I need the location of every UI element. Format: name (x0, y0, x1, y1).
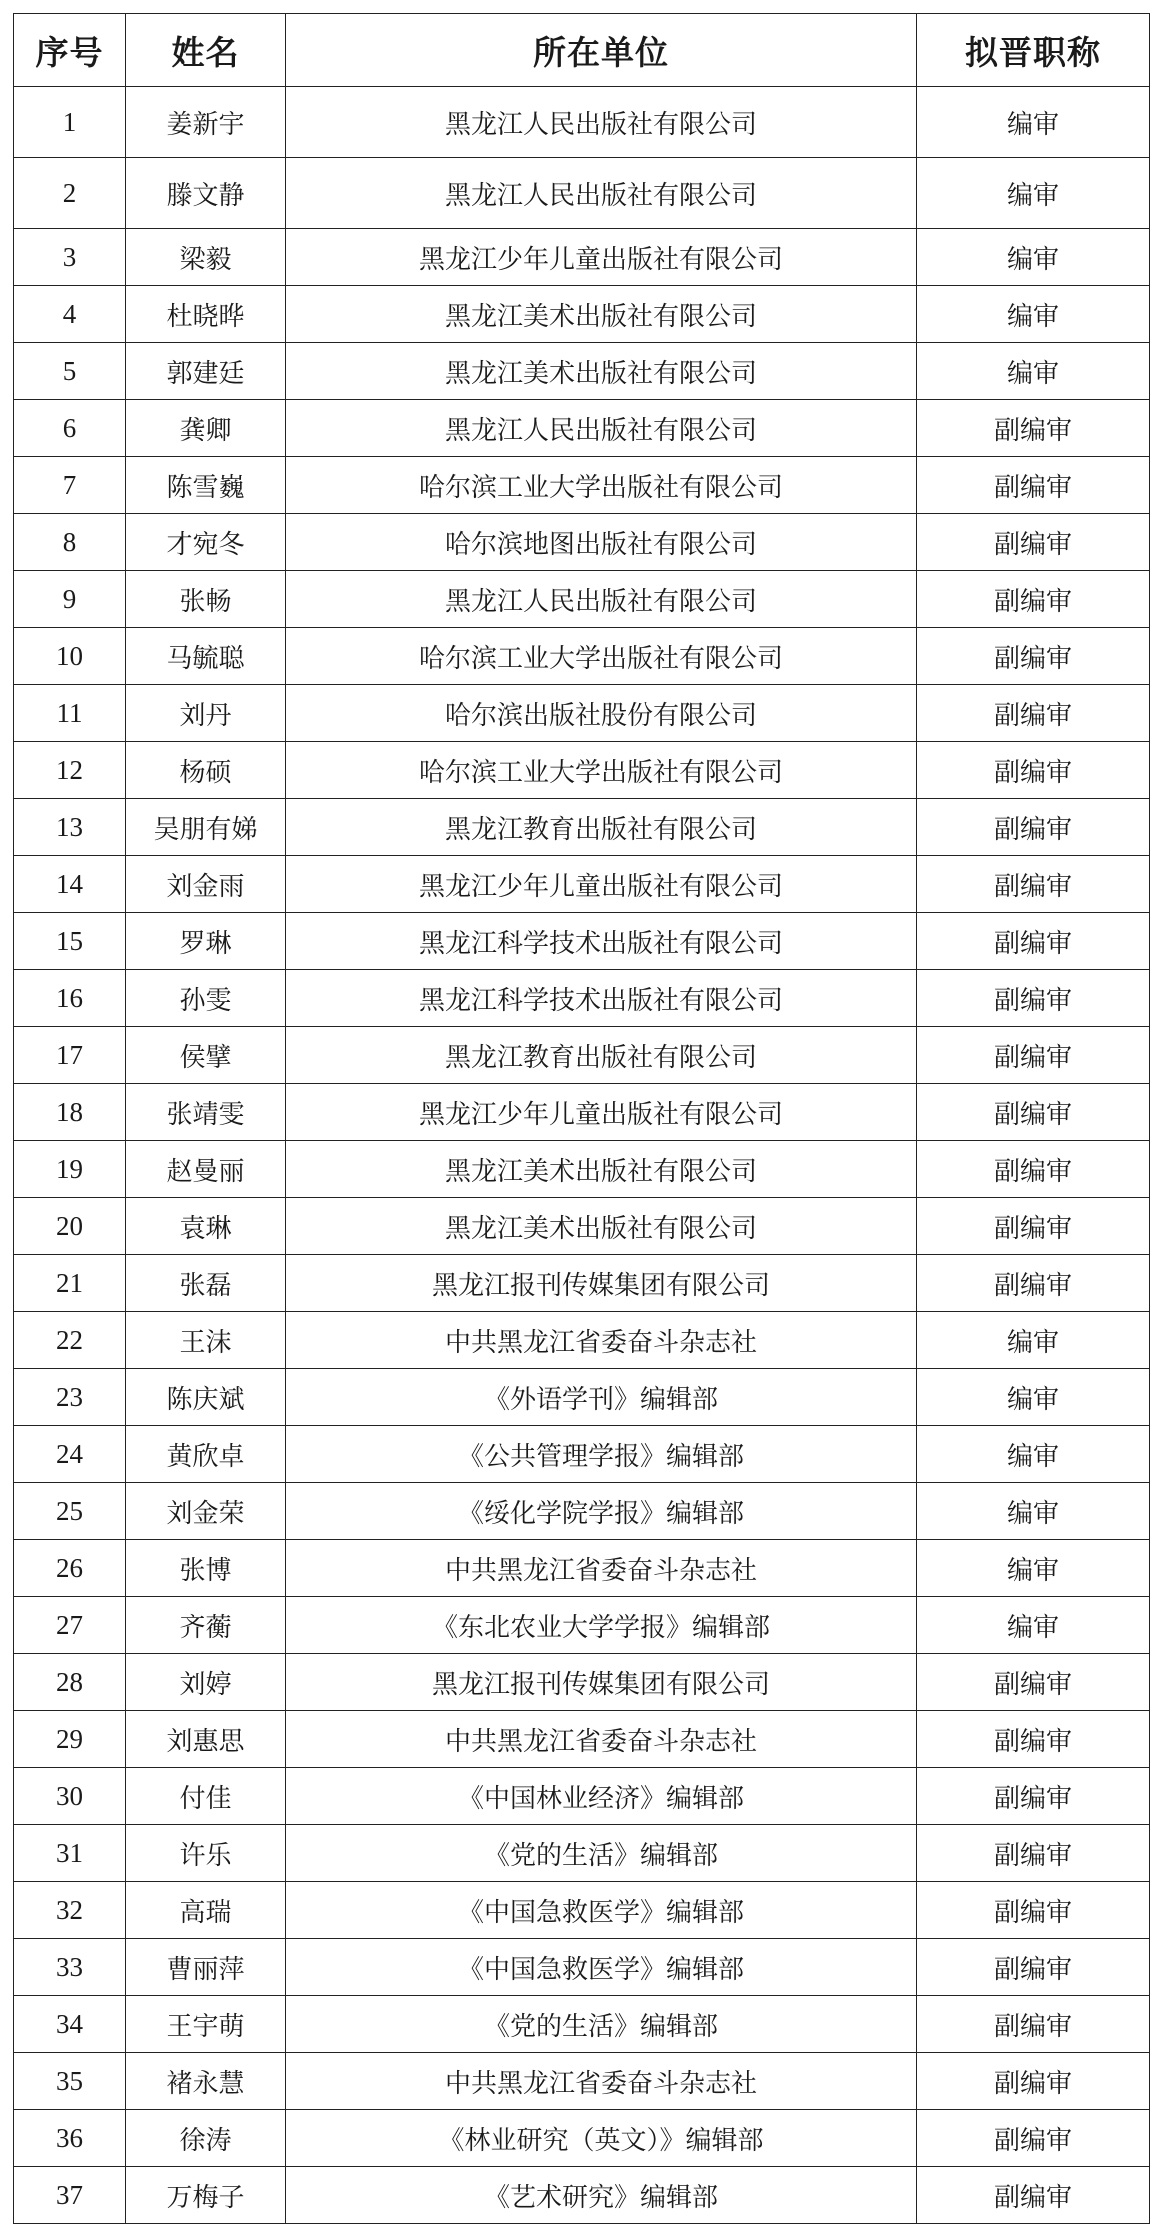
cell-serial-number: 33 (14, 1939, 126, 1996)
cell-work-unit: 《公共管理学报》编辑部 (286, 1426, 917, 1483)
cell-serial-number: 27 (14, 1597, 126, 1654)
cell-serial-number: 14 (14, 856, 126, 913)
cell-serial-number: 4 (14, 286, 126, 343)
cell-proposed-title: 副编审 (917, 1198, 1150, 1255)
cell-name: 杨硕 (126, 742, 286, 799)
cell-name: 刘金荣 (126, 1483, 286, 1540)
cell-proposed-title: 编审 (917, 1483, 1150, 1540)
cell-name: 刘丹 (126, 685, 286, 742)
cell-proposed-title: 副编审 (917, 799, 1150, 856)
table-row (14, 1426, 1150, 1483)
cell-serial-number: 32 (14, 1882, 126, 1939)
table-row (14, 1711, 1150, 1768)
cell-name: 罗琳 (126, 913, 286, 970)
cell-serial-number: 10 (14, 628, 126, 685)
cell-serial-number: 35 (14, 2053, 126, 2110)
cell-name: 袁琳 (126, 1198, 286, 1255)
cell-name: 郭建廷 (126, 343, 286, 400)
table-row (14, 1768, 1150, 1825)
cell-work-unit: 《绥化学院学报》编辑部 (286, 1483, 917, 1540)
cell-name: 杜晓晔 (126, 286, 286, 343)
cell-work-unit: 黑龙江人民出版社有限公司 (286, 571, 917, 628)
cell-serial-number: 26 (14, 1540, 126, 1597)
cell-work-unit: 黑龙江科学技术出版社有限公司 (286, 913, 917, 970)
cell-proposed-title: 副编审 (917, 2110, 1150, 2167)
cell-serial-number: 6 (14, 400, 126, 457)
cell-proposed-title: 副编审 (917, 571, 1150, 628)
header-proposed-title: 拟晋职称 (917, 14, 1150, 87)
table-row (14, 1996, 1150, 2053)
table-row (14, 286, 1150, 343)
cell-name: 陈庆斌 (126, 1369, 286, 1426)
table-row (14, 1654, 1150, 1711)
cell-work-unit: 中共黑龙江省委奋斗杂志社 (286, 1312, 917, 1369)
cell-work-unit: 黑龙江美术出版社有限公司 (286, 343, 917, 400)
table-row (14, 457, 1150, 514)
table-row (14, 87, 1150, 158)
cell-name: 马毓聪 (126, 628, 286, 685)
table-row (14, 1939, 1150, 1996)
cell-name: 龚卿 (126, 400, 286, 457)
table-row (14, 1540, 1150, 1597)
cell-proposed-title: 副编审 (917, 856, 1150, 913)
cell-proposed-title: 编审 (917, 229, 1150, 286)
table-row (14, 2053, 1150, 2110)
table-row (14, 913, 1150, 970)
cell-serial-number: 12 (14, 742, 126, 799)
cell-name: 刘金雨 (126, 856, 286, 913)
table-row (14, 229, 1150, 286)
cell-serial-number: 29 (14, 1711, 126, 1768)
cell-serial-number: 16 (14, 970, 126, 1027)
cell-proposed-title: 副编审 (917, 400, 1150, 457)
cell-work-unit: 黑龙江科学技术出版社有限公司 (286, 970, 917, 1027)
cell-work-unit: 《林业研究（英文）》编辑部 (286, 2110, 917, 2167)
cell-serial-number: 22 (14, 1312, 126, 1369)
cell-work-unit: 《东北农业大学学报》编辑部 (286, 1597, 917, 1654)
cell-proposed-title: 编审 (917, 87, 1150, 158)
cell-name: 褚永慧 (126, 2053, 286, 2110)
cell-serial-number: 2 (14, 158, 126, 229)
cell-proposed-title: 副编审 (917, 1084, 1150, 1141)
cell-name: 张博 (126, 1540, 286, 1597)
table-row (14, 1312, 1150, 1369)
cell-work-unit: 《中国急救医学》编辑部 (286, 1882, 917, 1939)
table-row (14, 343, 1150, 400)
header-work-unit: 所在单位 (286, 14, 917, 87)
cell-proposed-title: 副编审 (917, 1825, 1150, 1882)
cell-work-unit: 《中国林业经济》编辑部 (286, 1768, 917, 1825)
cell-proposed-title: 副编审 (917, 742, 1150, 799)
cell-work-unit: 《党的生活》编辑部 (286, 1825, 917, 1882)
cell-name: 滕文静 (126, 158, 286, 229)
cell-name: 刘惠思 (126, 1711, 286, 1768)
cell-work-unit: 《中国急救医学》编辑部 (286, 1939, 917, 1996)
cell-work-unit: 哈尔滨工业大学出版社有限公司 (286, 457, 917, 514)
cell-proposed-title: 副编审 (917, 2167, 1150, 2224)
table-row (14, 571, 1150, 628)
cell-proposed-title: 编审 (917, 1312, 1150, 1369)
cell-name: 万梅子 (126, 2167, 286, 2224)
header-serial-number: 序号 (14, 14, 126, 87)
cell-work-unit: 《党的生活》编辑部 (286, 1996, 917, 2053)
table-row (14, 1255, 1150, 1312)
cell-serial-number: 19 (14, 1141, 126, 1198)
cell-work-unit: 黑龙江教育出版社有限公司 (286, 1027, 917, 1084)
cell-serial-number: 8 (14, 514, 126, 571)
cell-name: 王沫 (126, 1312, 286, 1369)
cell-serial-number: 34 (14, 1996, 126, 2053)
cell-proposed-title: 副编审 (917, 1654, 1150, 1711)
cell-proposed-title: 编审 (917, 1426, 1150, 1483)
cell-name: 王宇萌 (126, 1996, 286, 2053)
cell-work-unit: 哈尔滨工业大学出版社有限公司 (286, 628, 917, 685)
cell-serial-number: 31 (14, 1825, 126, 1882)
cell-work-unit: 《外语学刊》编辑部 (286, 1369, 917, 1426)
cell-proposed-title: 编审 (917, 343, 1150, 400)
cell-serial-number: 37 (14, 2167, 126, 2224)
table-row (14, 1369, 1150, 1426)
cell-serial-number: 3 (14, 229, 126, 286)
cell-proposed-title: 副编审 (917, 628, 1150, 685)
cell-work-unit: 黑龙江美术出版社有限公司 (286, 286, 917, 343)
cell-work-unit: 中共黑龙江省委奋斗杂志社 (286, 1711, 917, 1768)
cell-serial-number: 1 (14, 87, 126, 158)
cell-proposed-title: 副编审 (917, 2053, 1150, 2110)
cell-work-unit: 《艺术研究》编辑部 (286, 2167, 917, 2224)
cell-serial-number: 24 (14, 1426, 126, 1483)
cell-proposed-title: 编审 (917, 1597, 1150, 1654)
cell-serial-number: 23 (14, 1369, 126, 1426)
document-page (13, 13, 1149, 2224)
table-row (14, 1141, 1150, 1198)
cell-work-unit: 哈尔滨出版社股份有限公司 (286, 685, 917, 742)
cell-name: 刘婷 (126, 1654, 286, 1711)
cell-name: 齐蘅 (126, 1597, 286, 1654)
cell-serial-number: 28 (14, 1654, 126, 1711)
cell-name: 许乐 (126, 1825, 286, 1882)
cell-proposed-title: 副编审 (917, 457, 1150, 514)
table-row (14, 400, 1150, 457)
cell-name: 吴朋有娣 (126, 799, 286, 856)
table-body (14, 87, 1150, 2224)
cell-work-unit: 黑龙江人民出版社有限公司 (286, 87, 917, 158)
cell-work-unit: 黑龙江人民出版社有限公司 (286, 158, 917, 229)
table-row (14, 1597, 1150, 1654)
table-row (14, 1825, 1150, 1882)
cell-name: 曹丽萍 (126, 1939, 286, 1996)
cell-name: 陈雪巍 (126, 457, 286, 514)
cell-serial-number: 11 (14, 685, 126, 742)
table-row (14, 1027, 1150, 1084)
cell-serial-number: 18 (14, 1084, 126, 1141)
table-row (14, 856, 1150, 913)
cell-name: 姜新宇 (126, 87, 286, 158)
cell-work-unit: 黑龙江人民出版社有限公司 (286, 400, 917, 457)
cell-serial-number: 7 (14, 457, 126, 514)
cell-work-unit: 黑龙江报刊传媒集团有限公司 (286, 1255, 917, 1312)
candidate-list-table (13, 13, 1150, 2224)
cell-proposed-title: 副编审 (917, 1255, 1150, 1312)
cell-serial-number: 25 (14, 1483, 126, 1540)
cell-name: 赵曼丽 (126, 1141, 286, 1198)
cell-name: 高瑞 (126, 1882, 286, 1939)
cell-proposed-title: 副编审 (917, 1768, 1150, 1825)
cell-name: 才宛冬 (126, 514, 286, 571)
cell-proposed-title: 副编审 (917, 1711, 1150, 1768)
cell-proposed-title: 编审 (917, 1540, 1150, 1597)
table-row (14, 2167, 1150, 2224)
cell-proposed-title: 副编审 (917, 1141, 1150, 1198)
table-row (14, 514, 1150, 571)
cell-proposed-title: 副编审 (917, 1996, 1150, 2053)
table-row (14, 628, 1150, 685)
cell-name: 孙雯 (126, 970, 286, 1027)
cell-serial-number: 36 (14, 2110, 126, 2167)
table-row (14, 742, 1150, 799)
cell-serial-number: 15 (14, 913, 126, 970)
header-name: 姓名 (126, 14, 286, 87)
cell-serial-number: 30 (14, 1768, 126, 1825)
table-row (14, 158, 1150, 229)
cell-work-unit: 中共黑龙江省委奋斗杂志社 (286, 2053, 917, 2110)
cell-proposed-title: 副编审 (917, 685, 1150, 742)
cell-proposed-title: 副编审 (917, 1027, 1150, 1084)
cell-proposed-title: 副编审 (917, 913, 1150, 970)
cell-work-unit: 黑龙江美术出版社有限公司 (286, 1198, 917, 1255)
cell-name: 徐涛 (126, 2110, 286, 2167)
cell-proposed-title: 副编审 (917, 514, 1150, 571)
cell-work-unit: 中共黑龙江省委奋斗杂志社 (286, 1540, 917, 1597)
cell-proposed-title: 编审 (917, 286, 1150, 343)
cell-serial-number: 17 (14, 1027, 126, 1084)
cell-proposed-title: 副编审 (917, 970, 1150, 1027)
cell-work-unit: 黑龙江教育出版社有限公司 (286, 799, 917, 856)
table-row (14, 685, 1150, 742)
cell-name: 张磊 (126, 1255, 286, 1312)
cell-serial-number: 9 (14, 571, 126, 628)
table-row (14, 970, 1150, 1027)
cell-name: 张畅 (126, 571, 286, 628)
cell-work-unit: 哈尔滨地图出版社有限公司 (286, 514, 917, 571)
cell-name: 梁毅 (126, 229, 286, 286)
table-row (14, 1483, 1150, 1540)
table-header-row (14, 14, 1150, 87)
table-row (14, 799, 1150, 856)
cell-serial-number: 21 (14, 1255, 126, 1312)
cell-name: 侯擘 (126, 1027, 286, 1084)
cell-name: 张靖雯 (126, 1084, 286, 1141)
cell-proposed-title: 编审 (917, 158, 1150, 229)
cell-serial-number: 13 (14, 799, 126, 856)
cell-serial-number: 20 (14, 1198, 126, 1255)
cell-work-unit: 黑龙江少年儿童出版社有限公司 (286, 229, 917, 286)
cell-proposed-title: 副编审 (917, 1882, 1150, 1939)
table-row (14, 1198, 1150, 1255)
cell-work-unit: 黑龙江美术出版社有限公司 (286, 1141, 917, 1198)
cell-work-unit: 哈尔滨工业大学出版社有限公司 (286, 742, 917, 799)
table-row (14, 1882, 1150, 1939)
cell-proposed-title: 副编审 (917, 1939, 1150, 1996)
cell-work-unit: 黑龙江少年儿童出版社有限公司 (286, 1084, 917, 1141)
cell-work-unit: 黑龙江报刊传媒集团有限公司 (286, 1654, 917, 1711)
cell-name: 付佳 (126, 1768, 286, 1825)
table-row (14, 2110, 1150, 2167)
cell-name: 黄欣卓 (126, 1426, 286, 1483)
cell-serial-number: 5 (14, 343, 126, 400)
table-row (14, 1084, 1150, 1141)
cell-work-unit: 黑龙江少年儿童出版社有限公司 (286, 856, 917, 913)
cell-proposed-title: 编审 (917, 1369, 1150, 1426)
